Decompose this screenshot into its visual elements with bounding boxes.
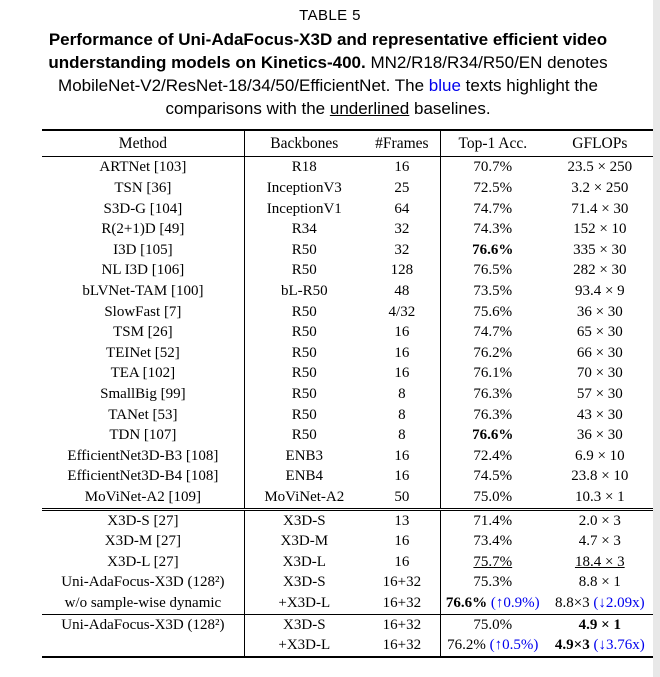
table-cell — [545, 240, 655, 261]
table-row — [42, 466, 655, 487]
cell-text: 72.4% — [473, 447, 513, 464]
cell-text: 16 — [394, 159, 410, 176]
cell-text: 4/32 — [388, 303, 416, 320]
table-cell — [364, 384, 441, 405]
table-cell — [244, 281, 364, 302]
table-cell — [440, 614, 544, 635]
table-row — [42, 178, 655, 199]
caption-part-normal: MN2/R18/R34/R50/EN denotes MobileNet-V2/ResNet-18/34/50/EfficientNet. The — [58, 53, 608, 96]
table-cell — [42, 446, 244, 467]
cell-text: 18.4 × 3 — [574, 553, 625, 570]
cell-text: 335 × 30 — [573, 241, 627, 258]
cell-text: 282 × 30 — [573, 262, 627, 279]
table-cell — [364, 281, 441, 302]
table-cell — [244, 363, 364, 384]
cell-text: 8 — [398, 385, 406, 402]
table-cell — [244, 614, 364, 635]
cell-text: 43 × 30 — [576, 406, 623, 423]
table-cell — [364, 572, 441, 593]
table-cell — [545, 593, 655, 614]
table-row — [42, 509, 655, 531]
cell-text: 16 — [394, 533, 410, 550]
table-cell — [364, 363, 441, 384]
table-row — [42, 552, 655, 573]
table-cell — [440, 425, 544, 446]
cell-text: 76.1% — [473, 365, 513, 382]
table-cell — [42, 322, 244, 343]
header-cell: Method — [42, 130, 244, 157]
table-cell — [244, 199, 364, 220]
table-cell — [244, 572, 364, 593]
table-cell — [364, 322, 441, 343]
table-cell — [244, 219, 364, 240]
cell-text: R50 — [291, 427, 317, 444]
table-header — [42, 130, 655, 157]
cell-text: 48 — [394, 283, 410, 299]
table-cell — [545, 199, 655, 220]
table-row — [42, 593, 655, 614]
table-cell — [440, 405, 544, 426]
table-row — [42, 343, 655, 364]
table-row — [42, 572, 655, 593]
cell-text: 65 × 30 — [576, 324, 623, 341]
cell-text: 23.8 × 10 — [571, 468, 629, 485]
table-cell — [545, 509, 655, 531]
cell-highlight: (↑0.9%) — [490, 594, 540, 611]
cell-text: X3D-S [27] — [107, 512, 179, 529]
table-cell — [545, 178, 655, 199]
table-cell — [42, 260, 244, 281]
table-row — [42, 531, 655, 552]
cell-text: 70 × 30 — [576, 365, 623, 382]
cell-text: X3D-S — [283, 512, 326, 529]
table-cell — [42, 219, 244, 240]
table-cell — [364, 531, 441, 552]
table-cell — [244, 322, 364, 343]
cell-text: I3D [105] — [113, 241, 173, 258]
table-cell — [545, 405, 655, 426]
table-cell — [244, 466, 364, 487]
table-caption — [8, 28, 648, 120]
cell-text: 13 — [394, 512, 410, 529]
cell-text: 74.7% — [473, 324, 513, 341]
cell-text: 75.0% — [473, 616, 513, 633]
header-cell: Top-1 Acc. — [458, 135, 528, 153]
table-row — [42, 219, 655, 240]
table-cell — [364, 446, 441, 467]
table-cell — [545, 363, 655, 384]
table-cell — [440, 322, 544, 343]
cell-text: TSN [36] — [114, 180, 172, 197]
cell-text: 76.3% — [473, 385, 513, 402]
cell-text: InceptionV1 — [266, 200, 342, 217]
cell-text: 73.5% — [473, 283, 513, 299]
table-row — [42, 614, 655, 635]
cell-text: InceptionV3 — [266, 180, 342, 197]
cell-text: R50 — [291, 365, 317, 382]
table-cell — [42, 343, 244, 364]
table-cell — [364, 466, 441, 487]
cell-text: 75.3% — [473, 574, 513, 591]
table-cell — [440, 363, 544, 384]
caption-part-normal: texts highlight the comparisons with the — [165, 76, 598, 119]
table-cell — [42, 199, 244, 220]
table-cell — [440, 240, 544, 261]
cell-text: 16 — [394, 324, 410, 341]
table-cell — [364, 509, 441, 531]
cell-text: 64 — [394, 200, 410, 217]
cell-text: SmallBig [99] — [100, 385, 186, 402]
cell-text: bLVNet-TAM [100] — [82, 283, 204, 299]
cell-text: X3D-S — [283, 574, 326, 591]
cell-text: 71.4% — [473, 512, 513, 529]
table-cell — [364, 487, 441, 509]
table-cell — [440, 199, 544, 220]
table-cell — [545, 635, 655, 657]
cell-text: 57 × 30 — [576, 385, 623, 402]
table-cell — [42, 593, 244, 614]
table-cell — [42, 552, 244, 573]
table-cell — [440, 635, 544, 657]
cell-text: 73.4% — [473, 533, 513, 550]
cell-text: 3.2 × 250 — [571, 180, 629, 197]
table-cell — [42, 302, 244, 323]
table-cell — [545, 157, 655, 178]
table-cell — [440, 531, 544, 552]
table-row — [42, 363, 655, 384]
table-cell — [244, 446, 364, 467]
table-cell — [244, 384, 364, 405]
table-cell — [42, 572, 244, 593]
table-cell — [364, 219, 441, 240]
cell-text: +X3D-L — [278, 637, 331, 654]
table-cell — [244, 425, 364, 446]
cell-text: NL I3D [106] — [101, 262, 185, 279]
table-cell — [545, 260, 655, 281]
cell-text: 16+32 — [382, 574, 422, 591]
table-cell — [244, 531, 364, 552]
table-cell — [42, 635, 244, 657]
cell-text: 75.0% — [473, 488, 513, 505]
table-cell — [545, 425, 655, 446]
cell-text: 152 × 10 — [573, 221, 627, 238]
table-cell — [440, 157, 544, 178]
table-cell — [364, 178, 441, 199]
header-row — [42, 130, 655, 157]
table-cell — [42, 614, 244, 635]
cell-text: 16 — [394, 344, 410, 361]
cell-text: 75.6% — [473, 303, 513, 320]
cell-text: 66 × 30 — [576, 344, 623, 361]
cell-text: 36 × 30 — [576, 303, 623, 320]
cell-text: TDN [107] — [109, 427, 177, 444]
header-cell: Backbones — [270, 135, 339, 153]
cell-text: 76.6% — [445, 594, 488, 611]
table-cell — [440, 552, 544, 573]
table-cell — [244, 552, 364, 573]
table-row — [42, 260, 655, 281]
table-cell — [244, 260, 364, 281]
cell-text: 76.2% — [473, 344, 513, 361]
table-cell — [440, 343, 544, 364]
caption-part-bold: Performance of Uni-AdaFocus-X3D and representative efficient video understanding models on Kinetics-400. — [48, 30, 608, 73]
table-cell — [244, 593, 364, 614]
table-cell — [42, 384, 244, 405]
cell-text: 4.9×3 — [554, 637, 590, 654]
table-cell — [545, 281, 655, 302]
cell-text: R34 — [291, 221, 317, 238]
table-cell — [440, 572, 544, 593]
cell-text: 74.3% — [473, 221, 513, 238]
table-cell — [42, 405, 244, 426]
cell-text: X3D-L — [282, 553, 326, 570]
table-cell — [364, 614, 441, 635]
table-row — [42, 405, 655, 426]
table-cell — [545, 552, 655, 573]
table-cell — [244, 240, 364, 261]
cell-text: 76.6% — [472, 241, 514, 258]
cell-highlight: (↓3.76x) — [593, 637, 645, 654]
table-cell — [440, 219, 544, 240]
table-cell — [364, 199, 441, 220]
cell-highlight: (↓2.09x) — [593, 594, 645, 611]
cell-text: X3D-M — [280, 533, 329, 550]
table-cell — [42, 425, 244, 446]
table-cell — [440, 178, 544, 199]
table-cell — [364, 343, 441, 364]
cell-text: w/o sample-wise dynamic — [64, 594, 222, 611]
table-cell — [364, 593, 441, 614]
table-row — [42, 281, 655, 302]
cell-text: 76.3% — [473, 406, 513, 423]
cell-text: 50 — [394, 488, 410, 505]
cell-text: 8 — [398, 406, 406, 423]
cell-text: 16 — [394, 553, 410, 570]
cell-text: TEA [102] — [110, 365, 176, 382]
cell-text: Uni-AdaFocus-X3D (128²) — [61, 574, 225, 591]
section-uni-adafocus — [42, 614, 655, 657]
cell-text: 75.7% — [473, 553, 513, 570]
table-cell — [440, 260, 544, 281]
table-cell — [42, 466, 244, 487]
table-row — [42, 302, 655, 323]
cell-text: R50 — [291, 241, 317, 258]
caption-part-underline: underlined — [329, 99, 410, 119]
table-row — [42, 425, 655, 446]
cell-text: S3D-G [104] — [103, 200, 183, 217]
header-cell: GFLOPs — [572, 135, 628, 153]
cell-text: 8.8×3 — [554, 594, 590, 611]
cell-text: 71.4 × 30 — [571, 200, 629, 217]
table-cell — [545, 302, 655, 323]
cell-text: EfficientNet3D-B3 [108] — [67, 447, 219, 464]
cell-text: MoViNet-A2 — [264, 488, 345, 505]
table-row — [42, 199, 655, 220]
cell-text: 36 × 30 — [576, 427, 623, 444]
cell-text: TSM [26] — [113, 324, 173, 341]
table-cell — [42, 240, 244, 261]
table-row — [42, 635, 655, 657]
table-cell — [42, 157, 244, 178]
table-title: TABLE 5 — [299, 7, 361, 24]
table-row — [42, 487, 655, 509]
cell-text: R50 — [291, 385, 317, 402]
cell-text: 70.7% — [473, 159, 513, 176]
caption-part-blue: blue — [428, 76, 461, 96]
cell-text: 8 — [398, 427, 406, 444]
table-cell — [42, 531, 244, 552]
table-cell — [440, 281, 544, 302]
cell-text: X3D-L [27] — [107, 553, 179, 570]
cell-text: X3D-M [27] — [104, 533, 182, 550]
table-cell — [545, 343, 655, 364]
cell-text: 16 — [394, 365, 410, 382]
header-cell: #Frames — [364, 130, 441, 157]
table-cell — [440, 446, 544, 467]
cell-text: R50 — [291, 303, 317, 320]
page-edge — [653, 0, 660, 677]
cell-text: 8.8 × 1 — [578, 574, 621, 591]
cell-text: X3D-S — [283, 616, 326, 633]
cell-text: 128 — [390, 262, 414, 279]
caption-part-normal: baselines. — [409, 99, 491, 119]
cell-text: 76.5% — [473, 262, 513, 279]
cell-text: 76.2% — [447, 637, 486, 654]
cell-text: 16+32 — [382, 637, 422, 654]
table-cell — [440, 384, 544, 405]
cell-text: 16 — [394, 468, 410, 485]
cell-text: 23.5 × 250 — [567, 159, 633, 176]
results-table — [42, 129, 655, 657]
table-cell — [545, 531, 655, 552]
table-cell — [42, 509, 244, 531]
table-cell — [440, 509, 544, 531]
table-row — [42, 157, 655, 178]
table-cell — [545, 614, 655, 635]
cell-text: bL-R50 — [280, 283, 328, 299]
table-cell — [244, 178, 364, 199]
table-cell — [545, 446, 655, 467]
cell-text: 93.4 × 9 — [574, 283, 625, 299]
cell-text: Uni-AdaFocus-X3D (128²) — [61, 616, 225, 633]
cell-text: ARTNet [103] — [99, 159, 187, 176]
cell-text: 32 — [394, 241, 410, 258]
cell-text: 2.0 × 3 — [578, 512, 621, 529]
cell-text: ENB3 — [285, 447, 324, 464]
table-row — [42, 240, 655, 261]
cell-text: 25 — [394, 180, 410, 197]
cell-text: R50 — [291, 262, 317, 279]
table-cell — [364, 635, 441, 657]
table-cell — [364, 425, 441, 446]
section-x3d-comparison — [42, 509, 655, 614]
table-cell — [364, 302, 441, 323]
cell-text: 10.3 × 1 — [574, 488, 625, 505]
cell-text: R(2+1)D [49] — [101, 221, 185, 238]
cell-text: +X3D-L — [278, 594, 331, 611]
cell-highlight: (↑0.5%) — [489, 637, 539, 654]
cell-text: 16+32 — [382, 594, 422, 611]
table-cell — [364, 240, 441, 261]
cell-text: 16+32 — [382, 616, 422, 633]
table-cell — [545, 466, 655, 487]
cell-text: MoViNet-A2 [109] — [84, 488, 201, 505]
cell-text: R50 — [291, 324, 317, 341]
table-cell — [244, 157, 364, 178]
cell-text: TEINet [52] — [106, 344, 180, 361]
cell-text: 16 — [394, 447, 410, 464]
table-cell — [42, 281, 244, 302]
cell-text: TANet [53] — [108, 406, 178, 423]
table-cell — [545, 572, 655, 593]
table-cell — [244, 405, 364, 426]
table-cell — [364, 552, 441, 573]
table-cell — [545, 487, 655, 509]
table-row — [42, 322, 655, 343]
table-cell — [440, 466, 544, 487]
cell-text: SlowFast [7] — [104, 303, 182, 320]
cell-text: 4.7 × 3 — [578, 533, 621, 550]
cell-text: 76.6% — [472, 427, 514, 444]
cell-text: 32 — [394, 221, 410, 238]
cell-text: 74.7% — [473, 200, 513, 217]
table-cell — [545, 322, 655, 343]
table-cell — [364, 260, 441, 281]
table-cell — [545, 384, 655, 405]
table-cell — [244, 343, 364, 364]
table-cell — [440, 302, 544, 323]
cell-text: 6.9 × 10 — [574, 447, 625, 464]
cell-text: 72.5% — [473, 180, 513, 197]
table-cell — [364, 157, 441, 178]
table-cell — [545, 219, 655, 240]
table-cell — [364, 405, 441, 426]
table-cell — [42, 363, 244, 384]
cell-text: ENB4 — [285, 468, 324, 485]
table-cell — [244, 509, 364, 531]
section-baselines — [42, 157, 655, 509]
cell-text: R50 — [291, 344, 317, 361]
table-cell — [244, 635, 364, 657]
table-cell — [440, 487, 544, 509]
table-cell — [440, 593, 544, 614]
cell-text: R18 — [291, 159, 317, 176]
cell-text: 4.9 × 1 — [578, 616, 621, 633]
cell-text: 74.5% — [473, 468, 513, 485]
table-cell — [244, 302, 364, 323]
cell-text: R50 — [291, 406, 317, 423]
table-cell — [244, 487, 364, 509]
table-row — [42, 446, 655, 467]
table-cell — [42, 487, 244, 509]
table-row — [42, 384, 655, 405]
table-cell — [42, 178, 244, 199]
cell-text: EfficientNet3D-B4 [108] — [67, 468, 219, 485]
